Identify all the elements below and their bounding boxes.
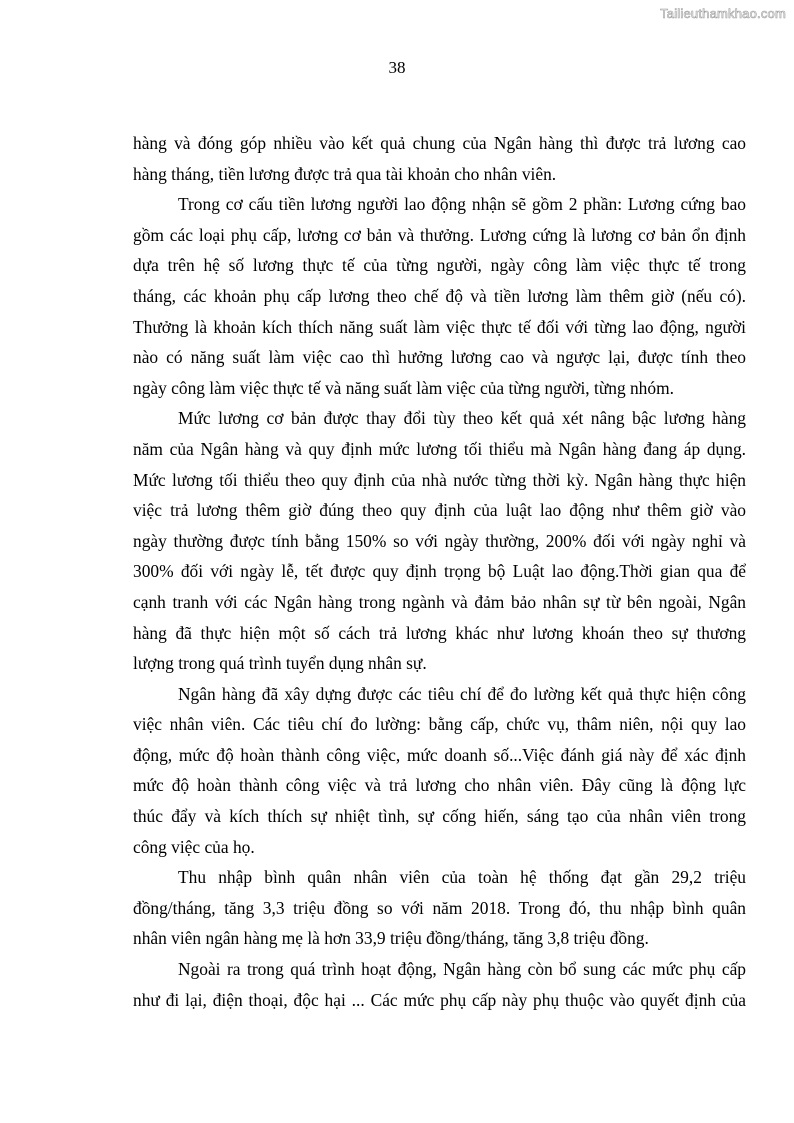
text-line: Ngoài ra trong quá trình hoạt động, Ngân hàng còn bổ sung các mức phụ cấp — [178, 959, 746, 980]
page-number: 38 — [388, 58, 406, 77]
text-line: năm của Ngân hàng và quy định mức lương tối thiểu mà Ngân hàng đang áp dụng. — [133, 438, 746, 459]
paragraph — [133, 403, 746, 678]
watermark: Tailieuthamkhao.com — [660, 6, 786, 21]
text-line: Trong cơ cấu tiền lương người lao động nhận sẽ gồm 2 phần: Lương cứng bao — [178, 194, 746, 215]
text-line: hàng đã thực hiện một số cách trả lương khác như lương khoán theo sự thương — [133, 622, 746, 643]
text-line: động, mức độ hoàn thành công việc, mức doanh số...Việc đánh giá này để xác định — [133, 744, 746, 765]
text-line: lượng trong quá trình tuyển dụng nhân sự. — [133, 653, 427, 674]
text-line: mức độ hoàn thành công việc và trả lương cho nhân viên. Đây cũng là động lực — [133, 775, 746, 796]
paragraph — [133, 128, 746, 189]
text-line: Thưởng là khoản kích thích năng suất làm việc thực tế đối với từng lao động, người — [133, 316, 746, 337]
text-line: ngày thường được tính bằng 150% so với ngày thường, 200% đối với ngày nghỉ và — [133, 530, 746, 551]
text-line: thúc đẩy và kích thích sự nhiệt tình, sự cống hiến, sáng tạo của nhân viên trong — [133, 806, 746, 827]
text-line: dựa trên hệ số lương thực tế của từng người, ngày công làm việc thực tế trong — [133, 255, 746, 276]
text-line: Thu nhập bình quân nhân viên của toàn hệ thống đạt gần 29,2 triệu — [178, 867, 746, 888]
text-line: tháng, các khoản phụ cấp lương theo chế độ và tiền lương làm thêm giờ (nếu có). — [133, 285, 746, 306]
text-line: hàng và đóng góp nhiều vào kết quả chung của Ngân hàng thì được trả lương cao — [133, 133, 746, 153]
text-line: nhân viên ngân hàng mẹ là hơn 33,9 triệu đồng/tháng, tăng 3,8 triệu đồng. — [133, 928, 649, 949]
text-line: công việc của họ. — [133, 836, 255, 857]
text-line: Mức lương tối thiểu theo quy định của nhà nước từng thời kỳ. Ngân hàng thực hiện — [133, 469, 746, 490]
text-line: 300% đối với ngày lễ, tết được quy định trọng bộ Luật lao động.Thời gian qua để — [133, 561, 746, 582]
text-line: việc nhân viên. Các tiêu chí đo lường: bằng cấp, chức vụ, thâm niên, nội quy lao — [133, 714, 746, 735]
body-text — [133, 128, 746, 1015]
text-line: cạnh tranh với các Ngân hàng trong ngành và đảm bảo nhân sự từ bên ngoài, Ngân — [133, 591, 746, 612]
text-line: gồm các loại phụ cấp, lương cơ bản và thưởng. Lương cứng là lương cơ bản ổn định — [133, 224, 746, 245]
paragraph — [133, 954, 746, 1015]
text-line: như đi lại, điện thoại, độc hại ... Các mức phụ cấp này phụ thuộc vào quyết định của — [133, 989, 746, 1010]
text-line: đồng/tháng, tăng 3,3 triệu đồng so với năm 2018. Trong đó, thu nhập bình quân — [133, 897, 746, 918]
paragraph — [133, 189, 746, 403]
text-line: việc trả lương thêm giờ đúng theo quy định của luật lao động như thêm giờ vào — [133, 500, 746, 521]
paragraph — [133, 862, 746, 954]
text-line: ngày công làm việc thực tế và năng suất làm việc của từng người, từng nhóm. — [133, 377, 674, 398]
text-line: hàng tháng, tiền lương được trả qua tài khoản cho nhân viên. — [133, 163, 557, 184]
text-line: Mức lương cơ bản được thay đổi tùy theo kết quả xét nâng bậc lương hàng — [178, 408, 746, 429]
text-line: Ngân hàng đã xây dựng được các tiêu chí để đo lường kết quả thực hiện công — [178, 683, 746, 704]
text-line: nào có năng suất làm việc cao thì hưởng lương cao và ngược lại, được tính theo — [133, 347, 746, 368]
paragraph — [133, 679, 746, 863]
